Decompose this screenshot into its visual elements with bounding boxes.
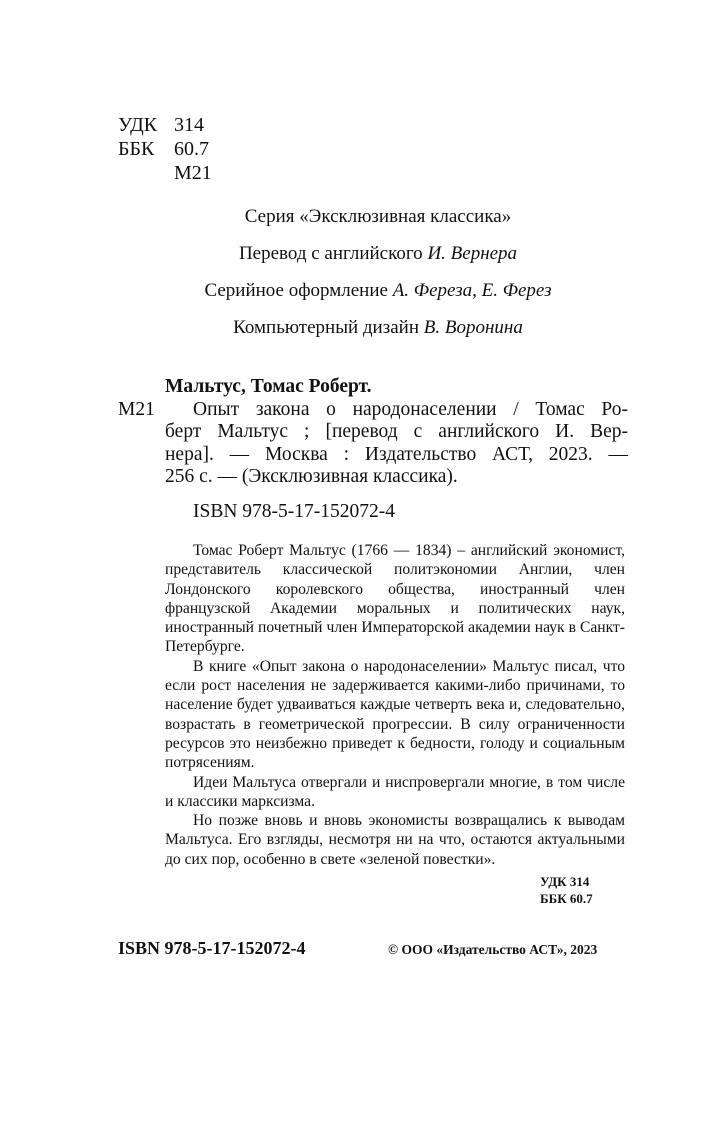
author-mark-row xyxy=(118,161,212,185)
translator-name: И. Вернера xyxy=(427,243,518,264)
udk-value: 314 xyxy=(174,114,204,136)
author-heading: Мальтус, Томас Роберт. xyxy=(165,376,372,397)
annotation-paragraph: Но позже вновь и вновь экономисты возвращались к выводам Мальтуса. Его взгляды, несмотря ни на что, остаются актуальными до сих пор, особенно в свете «зеленой повестки». xyxy=(165,812,625,868)
record-line: берт Мальтус ; [перевод с английского И. Вер- xyxy=(165,421,628,442)
footer-classification xyxy=(540,873,593,907)
author-mark: М21 xyxy=(174,162,212,184)
annotation-paragraph: Идеи Мальтуса отвергали и ниспровергали многие, в том числе и классики марксизма. xyxy=(165,773,625,810)
footer-bbk: ББК 60.7 xyxy=(540,891,593,906)
record-line: нера]. — Москва : Издательство АСТ, 2023. — xyxy=(165,443,628,465)
footer-isbn: ISBN 978-5-17-152072-4 xyxy=(118,938,306,958)
translation-line: Перевод с английского И. Вернера xyxy=(238,243,518,264)
classification-block xyxy=(118,113,212,185)
footer-udk: УДК 314 xyxy=(540,874,590,889)
computer-designer-name: В. Воронина xyxy=(423,317,523,338)
annotation-paragraph: Томас Роберт Мальтус (1766 — 1834) – английский экономист, представитель классической политэкономии Англии, член Лондонского королевского общества, иностранный член французской Академии моральных и политических наук, иностранный почетный член Императорской академии наук в Санкт-Петербурге. xyxy=(165,542,625,656)
record-body xyxy=(165,399,628,489)
footer-copyright: © ООО «Издательство АСТ», 2023 xyxy=(388,942,598,957)
record-line: Опыт закона о народонаселении / Томас Ро- xyxy=(193,398,628,420)
designer-names: А. Фереза, Е. Ферез xyxy=(392,280,552,301)
udk-label: УДК xyxy=(118,114,158,136)
bbk-value: 60.7 xyxy=(174,138,209,160)
udk-row xyxy=(118,113,212,137)
annotation-paragraph: В книге «Опыт закона о народонаселении» Мальтус писал, что если рост населения не задерживается какими-либо причинами, то население будет удваиваться каждые четверть века и, следовательно, возрастать в геометрической прогрессии. В силу ограниченности ресурсов это неизбежно приведет к бедности, голоду и социальным потрясениям. xyxy=(165,657,625,772)
design-line: Серийное оформление А. Фереза, Е. Ферез xyxy=(204,280,552,301)
computer-design-line: Компьютерный дизайн В. Воронина xyxy=(233,317,523,338)
bibliographic-record xyxy=(118,376,630,523)
credits-block xyxy=(118,198,638,346)
record-line: 256 с. — (Эксклюзивная классика). xyxy=(165,466,458,487)
bbk-label: ББК xyxy=(118,138,155,160)
bbk-row xyxy=(118,137,212,161)
record-isbn: ISBN 978-5-17-152072-4 xyxy=(193,500,396,522)
record-mark: М21 xyxy=(118,398,155,420)
series-line: Серия «Эксклюзивная классика» xyxy=(244,206,512,227)
annotation xyxy=(165,541,625,869)
